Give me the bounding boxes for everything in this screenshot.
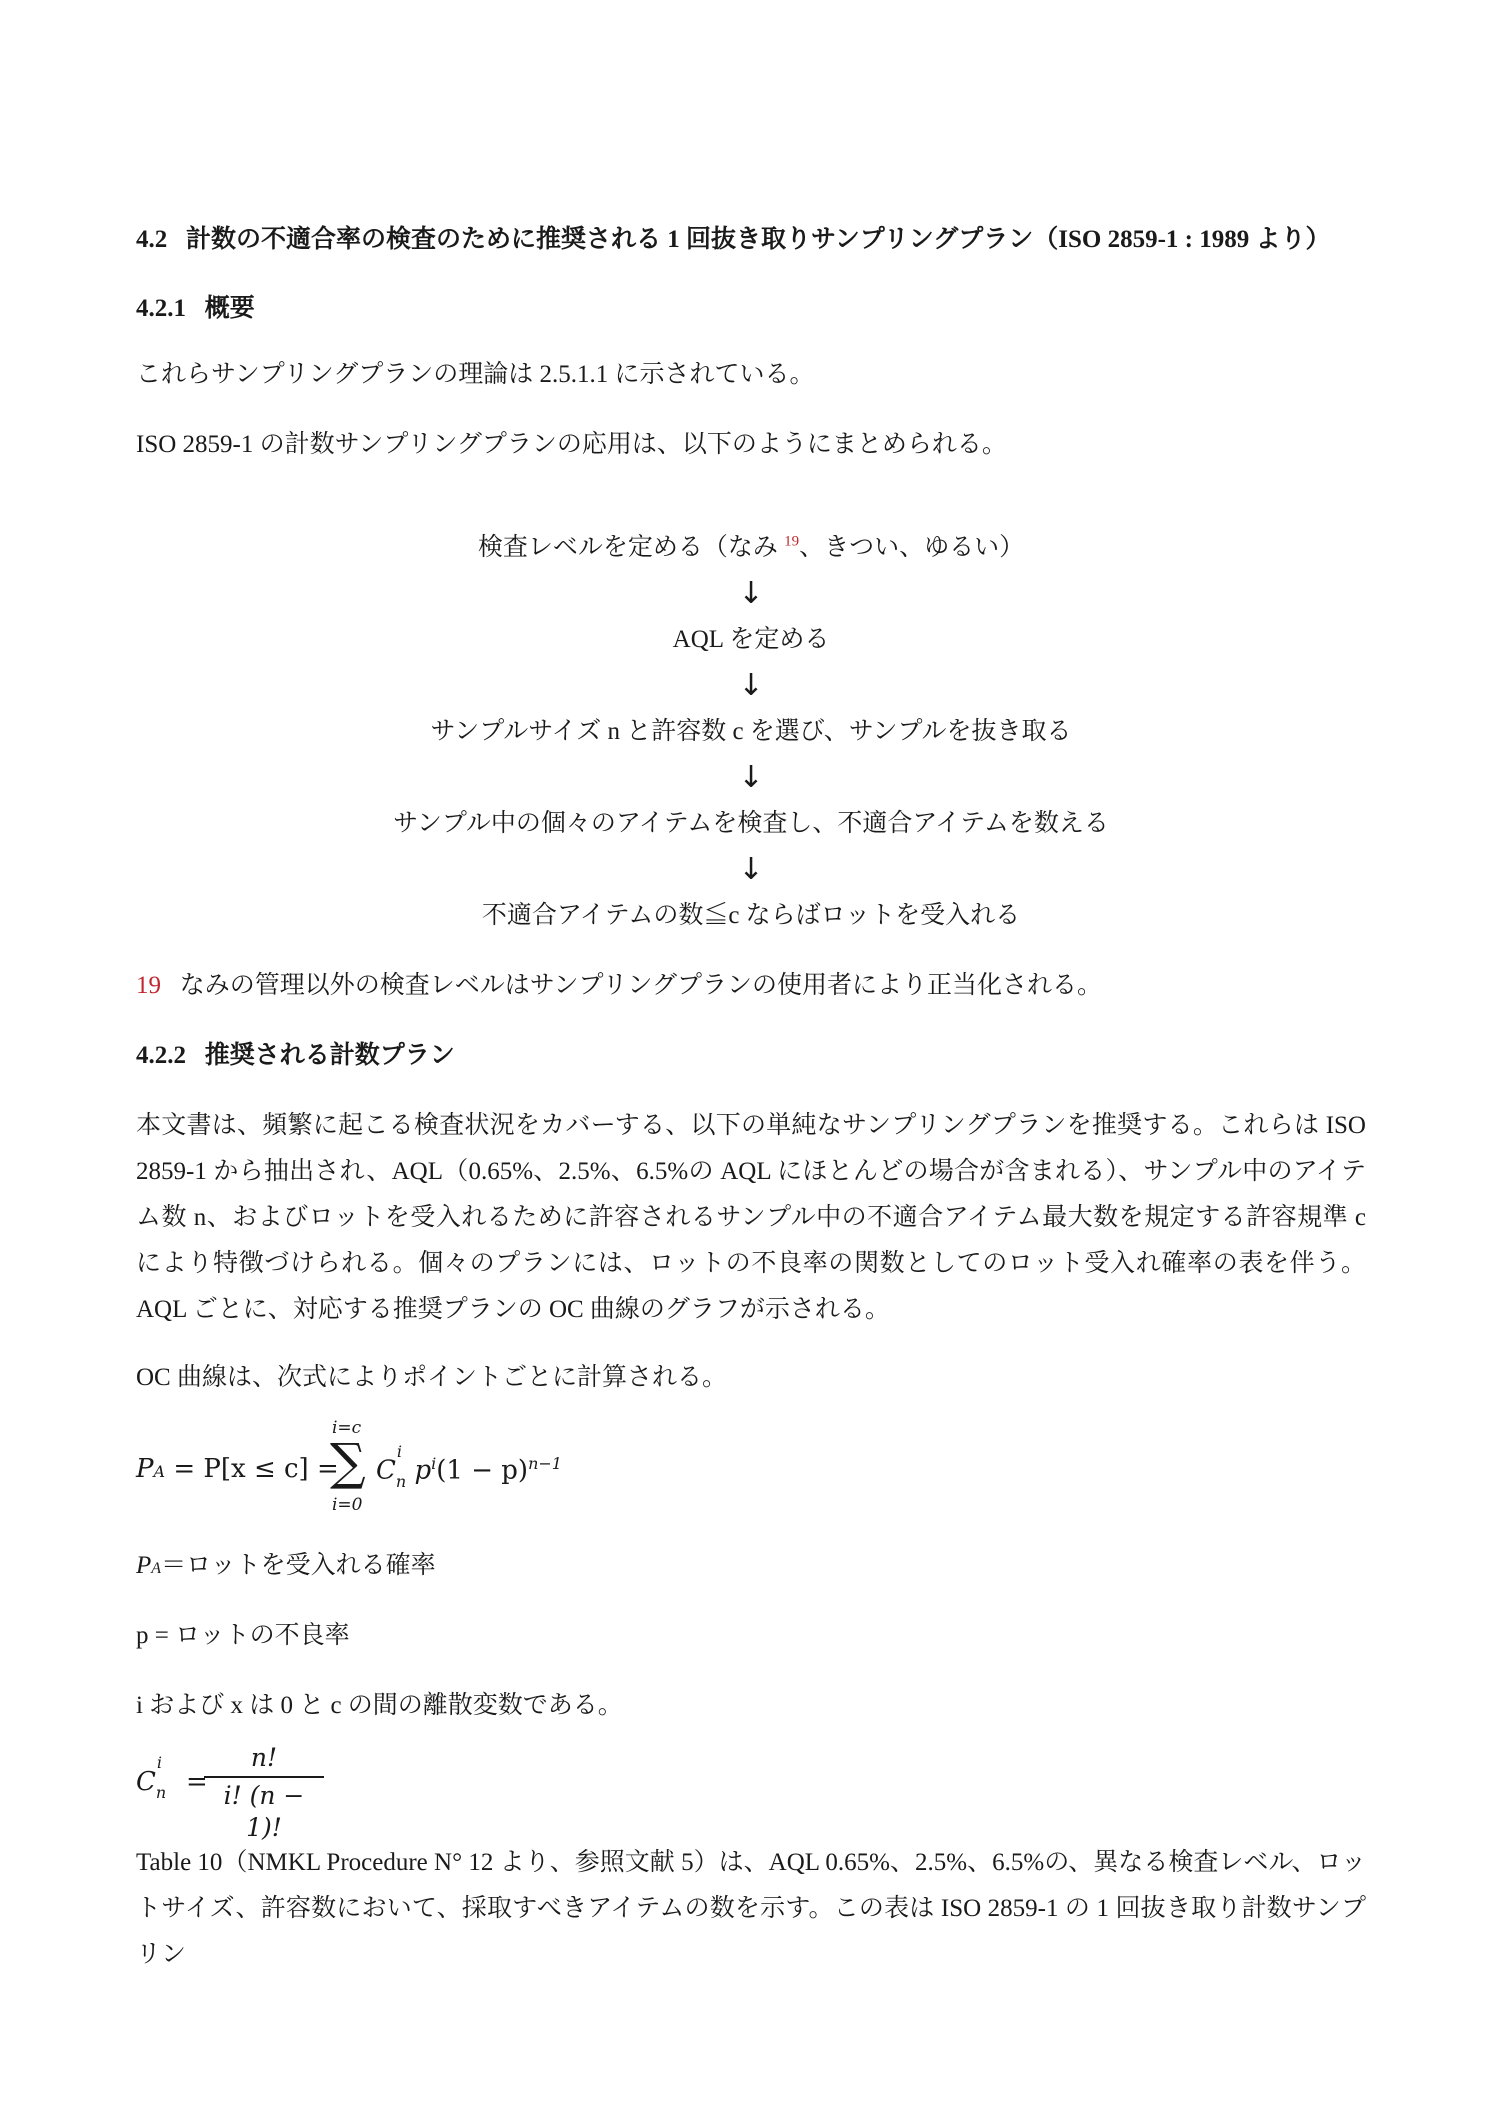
section-number: 4.2.1: [136, 295, 186, 322]
flow-arrow-down-icon: ↓: [738, 760, 764, 795]
flow-arrow-down-icon: ↓: [738, 668, 764, 703]
document-page: 4.2 計数の不適合率の検査のために推奨される 1 回抜き取りサンプリングプラン（ISO 2859-1 : 1989 より） 4.2.1 概要 これらサンプリングプランの理論は 2.5.1.1 に示されている。 ISO 2859-1 の計数サンプリングプランの応用は、以下のようにまとめられる。 検査レベルを定める（なみ $^{19}$、きつい、ゆるい） ↓ AQL を定める ↓ サンプルサイズ n と許容数 c を選び、サンプルを抜き取る ↓ サンプル中の個々のアイテムを検査し、不適合アイテムを数える ↓ 不適合アイテムの数≦c ならばロットを受入れる 19 なみの管理以外の検査レベルはサンプリングプランの使用者により正当化される。 4.2.2 推奨される計数プラン 本文書は、頻繁に起こる検査状況をカバーする、以下の単純なサンプリングプランを推奨する。これらは ISO 2859-1 から抽出され、AQL（0.65%、2.5%、6.5%の AQL にほとんどの場合が含まれる）、サンプル中のアイテム数 n、およびロットを受入れるために許容されるサンプル中の不適合アイテム最大数を規定する許容規準 c により特徴づけられる。個々のプランには、ロットの不良率の関数としてのロット受入れ確率の表を伴う。AQL ごとに、対応する推奨プランの OC 曲線のグラフが示される。 OC 曲線は、次式によりポイントごとに計算される。 PA = P[x ≤ c] = i=c ∑ i=0 C i $_n$ $p^i(1 - p)^{n-1}$ PA＝ロットを受入れる確率 p = ロットの不良率 i および x は 0 と c の間の離散変数である。 C i $_n$ = n! i! (n − 1)! Table 10（NMKL Procedure N° 12 より、参照文献 5）は、AQL 0.65%、2.5%、6.5%の、異なる検査レベル、ロットサイズ、許容数において、採取すべきアイテムの数を示す。この表は ISO 2859-1 の 1 回抜き取り計数サンプリン: [0, 0, 1500, 2122]
flow-step-5: 不適合アイテムの数≦c ならばロットを受入れる: [481, 902, 1021, 929]
section-title: 推奨される計数プラン: [204, 1042, 455, 1069]
definition-ix: i および x は 0 と c の間の離散変数である。: [136, 1692, 623, 1719]
flow-arrow-down-icon: ↓: [738, 852, 764, 887]
section-heading-4-2: [136, 222, 1366, 258]
footnote-number: 19: [136, 972, 161, 999]
paragraph-table-10: Table 10（NMKL Procedure N° 12 より、参照文献 5）は、AQL 0.65%、2.5%、6.5%の、異なる検査レベル、ロットサイズ、許容数において、採取すべきアイテムの数を示す。この表は ISO 2859-1 の 1 回抜き取り計数サンプリン: [136, 1849, 1366, 1968]
flow-arrow-down-icon: ↓: [738, 576, 764, 611]
section-heading-4-2-2: [136, 1038, 1366, 1074]
definition-p: p = ロットの不良率: [136, 1622, 350, 1649]
sum-lower-limit: i=0: [332, 1495, 363, 1515]
flow-step-3: サンプルサイズ n と許容数 c を選び、サンプルを抜き取る: [430, 718, 1072, 745]
fraction-denominator: i! (n − 1)!: [223, 1781, 305, 1842]
footnote-ref: 19: [784, 533, 800, 550]
section-number: 4.2.2: [136, 1042, 186, 1069]
section-heading-4-2-1: [136, 291, 1366, 327]
fraction-numerator: n!: [250, 1743, 278, 1772]
footnote: [136, 968, 1366, 1004]
footnote-text: なみの管理以外の検査レベルはサンプリングプランの使用者により正当化される。: [179, 972, 1103, 999]
sum-upper-limit: i=c: [332, 1418, 362, 1438]
section-number: 4.2: [136, 226, 168, 253]
paragraph-recommend: 本文書は、頻繁に起こる検査状況をカバーする、以下の単純なサンプリングプランを推奨する。これらは ISO 2859-1 から抽出され、AQL（0.65%、2.5%、6.5%の AQL にほとんどの場合が含まれる）、サンプル中のアイテム数 n、およびロットを受入れるために許容されるサンプル中の不適合アイテム最大数を規定する許容規準 c により特徴づけられる。個々のプランには、ロットの不良率の関数としてのロット受入れ確率の表を伴う。AQL ごとに、対応する推奨プランの OC 曲線のグラフが示される。: [136, 1112, 1366, 1323]
sum-symbol: ∑: [330, 1433, 366, 1491]
paragraph-oc: OC 曲線は、次式によりポイントごとに計算される。: [136, 1364, 727, 1391]
section-title: 計数の不適合率の検査のために推奨される 1 回抜き取りサンプリングプラン（ISO 2859-1 : 1989 より）: [186, 226, 1331, 253]
paragraph-theory: これらサンプリングプランの理論は 2.5.1.1 に示されている。: [136, 361, 815, 388]
definition-pa: PA＝ロットを受入れる確率: [136, 1552, 436, 1579]
fraction-bar: [204, 1776, 324, 1778]
flow-step-2: AQL を定める: [672, 626, 830, 653]
flow-step-1: 検査レベルを定める（なみ $^{19}$、きつい、ゆるい）: [477, 533, 1025, 561]
flow-step-4: サンプル中の個々のアイテムを検査し、不適合アイテムを数える: [393, 810, 1109, 837]
paragraph-summary: ISO 2859-1 の計数サンプリングプランの応用は、以下のようにまとめられる。: [136, 431, 1007, 458]
section-title: 概要: [204, 295, 255, 322]
